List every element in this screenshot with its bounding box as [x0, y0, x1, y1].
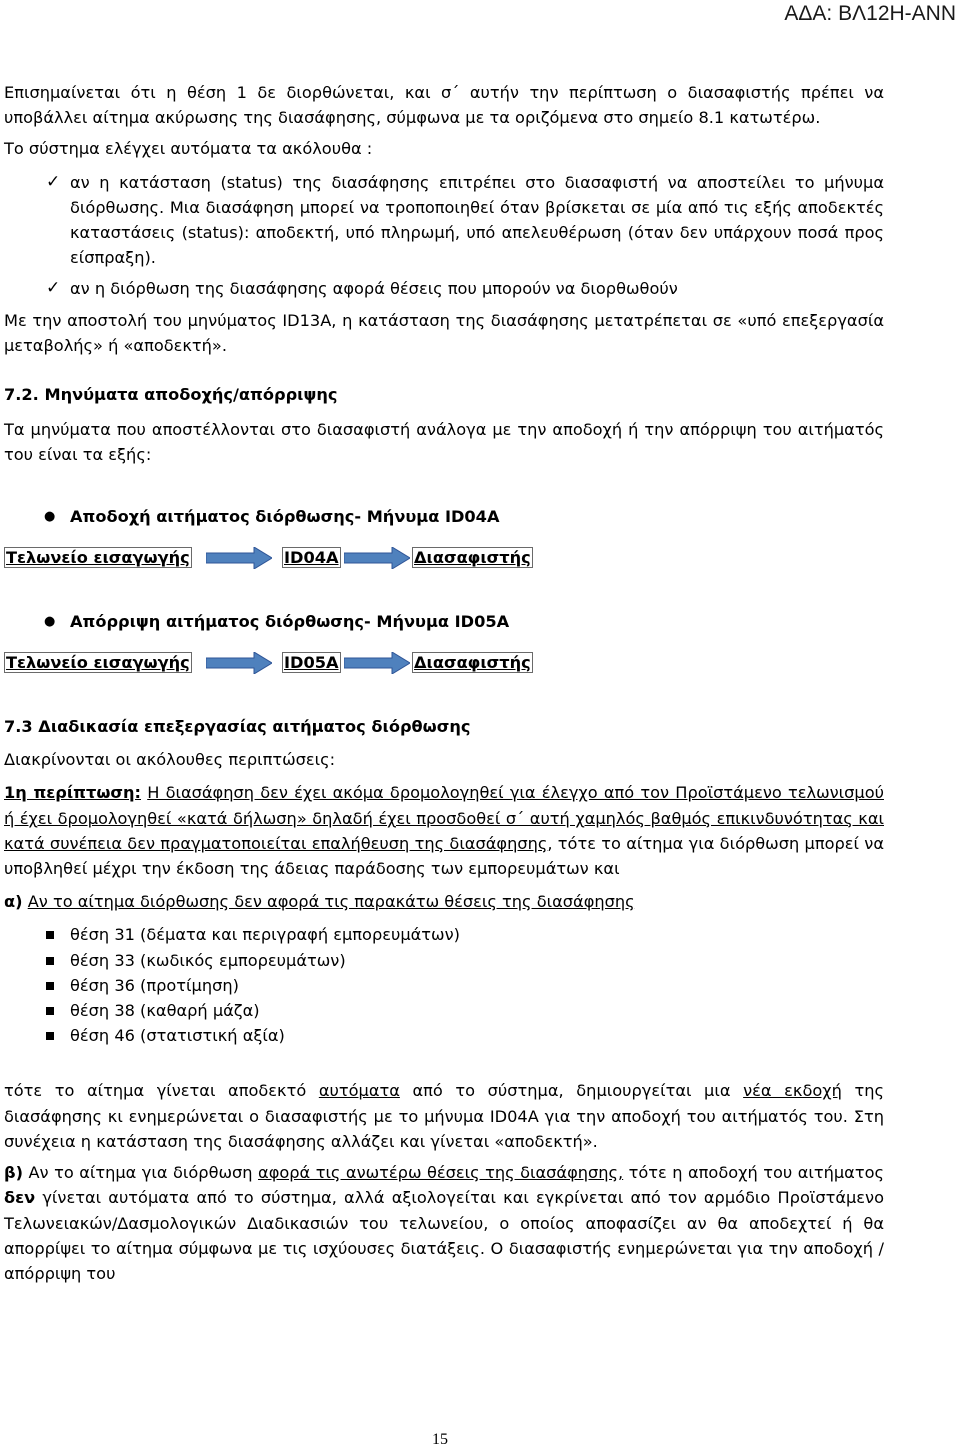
square-bullet-icon — [46, 1032, 54, 1040]
check-item-text: αν η διόρθωση της διασάφησης αφορά θέσεις που μπορούν να διορθωθούν — [70, 279, 678, 299]
bullet-icon: ● — [44, 613, 56, 629]
flow-message-box: ID04A — [284, 547, 339, 567]
bullet-icon: ● — [44, 508, 56, 524]
reject-message-title: Απόρριψη αιτήματος διόρθωσης- Μήνυμα ID05A — [70, 611, 510, 631]
accept-message-title: Αποδοχή αιτήματος διόρθωσης- Μήνυμα ID04A — [70, 506, 500, 526]
check-item — [4, 170, 884, 271]
list-item: θέση 36 (προτίμηση) — [4, 973, 884, 998]
flow-message-box: ID05A — [284, 653, 339, 673]
accept-message-item — [4, 504, 884, 529]
arrow-right-icon — [206, 547, 272, 569]
section-73-title: 7.3 Διαδικασία επεξεργασίας αιτήματος διόρθωσης — [4, 717, 471, 737]
case-1-paragraph — [4, 780, 884, 881]
arrow-right-icon — [344, 547, 410, 569]
list-item: θέση 31 (δέματα και περιγραφή εμπορευμάτων) — [4, 922, 884, 947]
acceptance-paragraph: τότε το αίτημα γίνεται αποδεκτό αυτόματα από το σύστημα, δημιουργείται μια νέα εκδοχή της διασάφησης κι ενημερώνεται ο διασαφιστής με το μήνυμα ID04A για την αποδοχή του αιτήματός του. Στη συνέχεια η κατάσταση της διασάφησης αλλάζει και γίνεται «αποδεκτή». — [4, 1081, 884, 1151]
fields-list — [4, 922, 884, 1048]
reject-message-item — [4, 609, 884, 634]
flow-from-box: Τελωνείο εισαγωγής — [6, 547, 190, 567]
case-1-condition: Η διασάφηση δεν έχει ακόμα δρομολογηθεί για έλεγχο από τον Προϊστάμενο τελωνισμού ή έχει δρομολογηθεί «κατά δήλωση» δηλαδή έχει προσδοθεί σ΄ αυτή χαμηλός βαθμός επικινδυνότητας και κατά συνέπεια δεν πραγματοποιείται επαλήθευση της διασάφησης — [4, 783, 884, 853]
reject-flow — [4, 650, 884, 678]
flow-to-box: Διασαφιστής — [414, 547, 531, 567]
square-bullet-icon — [46, 957, 54, 965]
case-1-rest: , τότε το αίτημα για διόρθωση μπορεί να υποβληθεί μέχρι την έκδοση της άδειας παράδοσης των εμπορευμάτων και — [4, 833, 884, 879]
case-a-label: α) — [4, 892, 23, 912]
flow-to-box: Διασαφιστής — [414, 653, 531, 673]
case-a-paragraph — [4, 889, 884, 914]
system-checks-intro: Το σύστημα ελέγχει αυτόματα τα ακόλουθα : — [4, 139, 373, 159]
case-b-label: β) — [4, 1163, 23, 1183]
intro-paragraph: Επισημαίνεται ότι η θέση 1 δε διορθώνεται, και σ΄ αυτήν την περίπτωση ο διασαφιστής πρέπει να υποβάλλει αίτημα ακύρωσης της διασάφησης, σύμφωνα με τα οριζόμενα στο σημείο 8.1 κατωτέρω. — [4, 83, 884, 128]
case-b-condition: αφορά τις ανωτέρω θέσεις της διασάφησης, — [258, 1163, 624, 1183]
list-item: θέση 38 (καθαρή μάζα) — [4, 998, 884, 1023]
section-72-title: 7.2. Μηνύματα αποδοχής/απόρριψης — [4, 385, 338, 405]
document-body — [4, 80, 884, 1286]
arrow-right-icon — [344, 652, 410, 674]
check-item — [4, 276, 884, 301]
section-72-intro: Τα μηνύματα που αποστέλλονται στο διασαφιστή ανάλογα με την αποδοχή ή την απόρριψη του αιτήματός του είναι τα εξής: — [4, 420, 884, 465]
checkmark-icon: ✓ — [46, 171, 61, 192]
check-item-text: αν η κατάσταση (status) της διασάφησης επιτρέπει στο διασαφιστή να αποστείλει το μήνυμα διόρθωσης. Μια διασάφηση μπορεί να τροποποιηθεί όταν βρίσκεται σε μία από τις εξής αποδεκτές καταστάσεις (status): αποδεκτή, υπό πληρωμή, υπό απελευθέρωση (όταν δεν υπάρχουν ποσά προς είσπραξη). — [70, 172, 884, 268]
case-1-label: 1η περίπτωση: — [4, 783, 141, 803]
arrow-right-icon — [206, 652, 272, 674]
flow-from-box: Τελωνείο εισαγωγής — [6, 653, 190, 673]
square-bullet-icon — [46, 931, 54, 939]
ada-header: ΑΔΑ: ΒΛ12Η-ΑΝΝ — [784, 2, 956, 25]
section-73-intro: Διακρίνονται οι ακόλουθες περιπτώσεις: — [4, 750, 336, 770]
case-a-text: Αν το αίτημα διόρθωσης δεν αφορά τις παρακάτω θέσεις της διασάφησης — [27, 892, 635, 912]
list-item: θέση 33 (κωδικός εμπορευμάτων) — [4, 948, 884, 973]
list-item: θέση 46 (στατιστική αξία) — [4, 1023, 884, 1048]
square-bullet-icon — [46, 1007, 54, 1015]
new-version-text: νέα εκδοχή — [743, 1081, 842, 1101]
automatic-text: αυτόματα — [318, 1081, 400, 1101]
case-b-paragraph: β) Αν το αίτημα για διόρθωση αφορά τις ανωτέρω θέσεις της διασάφησης, τότε η αποδοχή του αιτήματος δεν γίνεται αυτόματα από το σύστημα, αλλά αξιολογείται και εγκρίνεται από τον αρμόδιο Προϊστάμενο Τελωνειακών/Δασμολογικών Διαδικασιών του τελωνείου, ο οποίος αποφασίζει αν θα αποδεχτεί ή θα απορρίψει το αίτημα σύμφωνα με τις ισχύουσες διατάξεις. Ο διασαφιστής ενημερώνεται για την αποδοχή / απόρριψη του — [4, 1163, 884, 1283]
page-number: 15 — [432, 1431, 448, 1448]
square-bullet-icon — [46, 982, 54, 990]
checkmark-icon: ✓ — [46, 278, 61, 299]
not-text: δεν — [4, 1188, 36, 1208]
accept-flow — [4, 545, 884, 573]
id13a-paragraph: Με την αποστολή του μηνύματος ID13A, η κατάσταση της διασάφησης μετατρέπεται σε «υπό επεξεργασία μεταβολής» ή «αποδεκτή». — [4, 310, 884, 355]
